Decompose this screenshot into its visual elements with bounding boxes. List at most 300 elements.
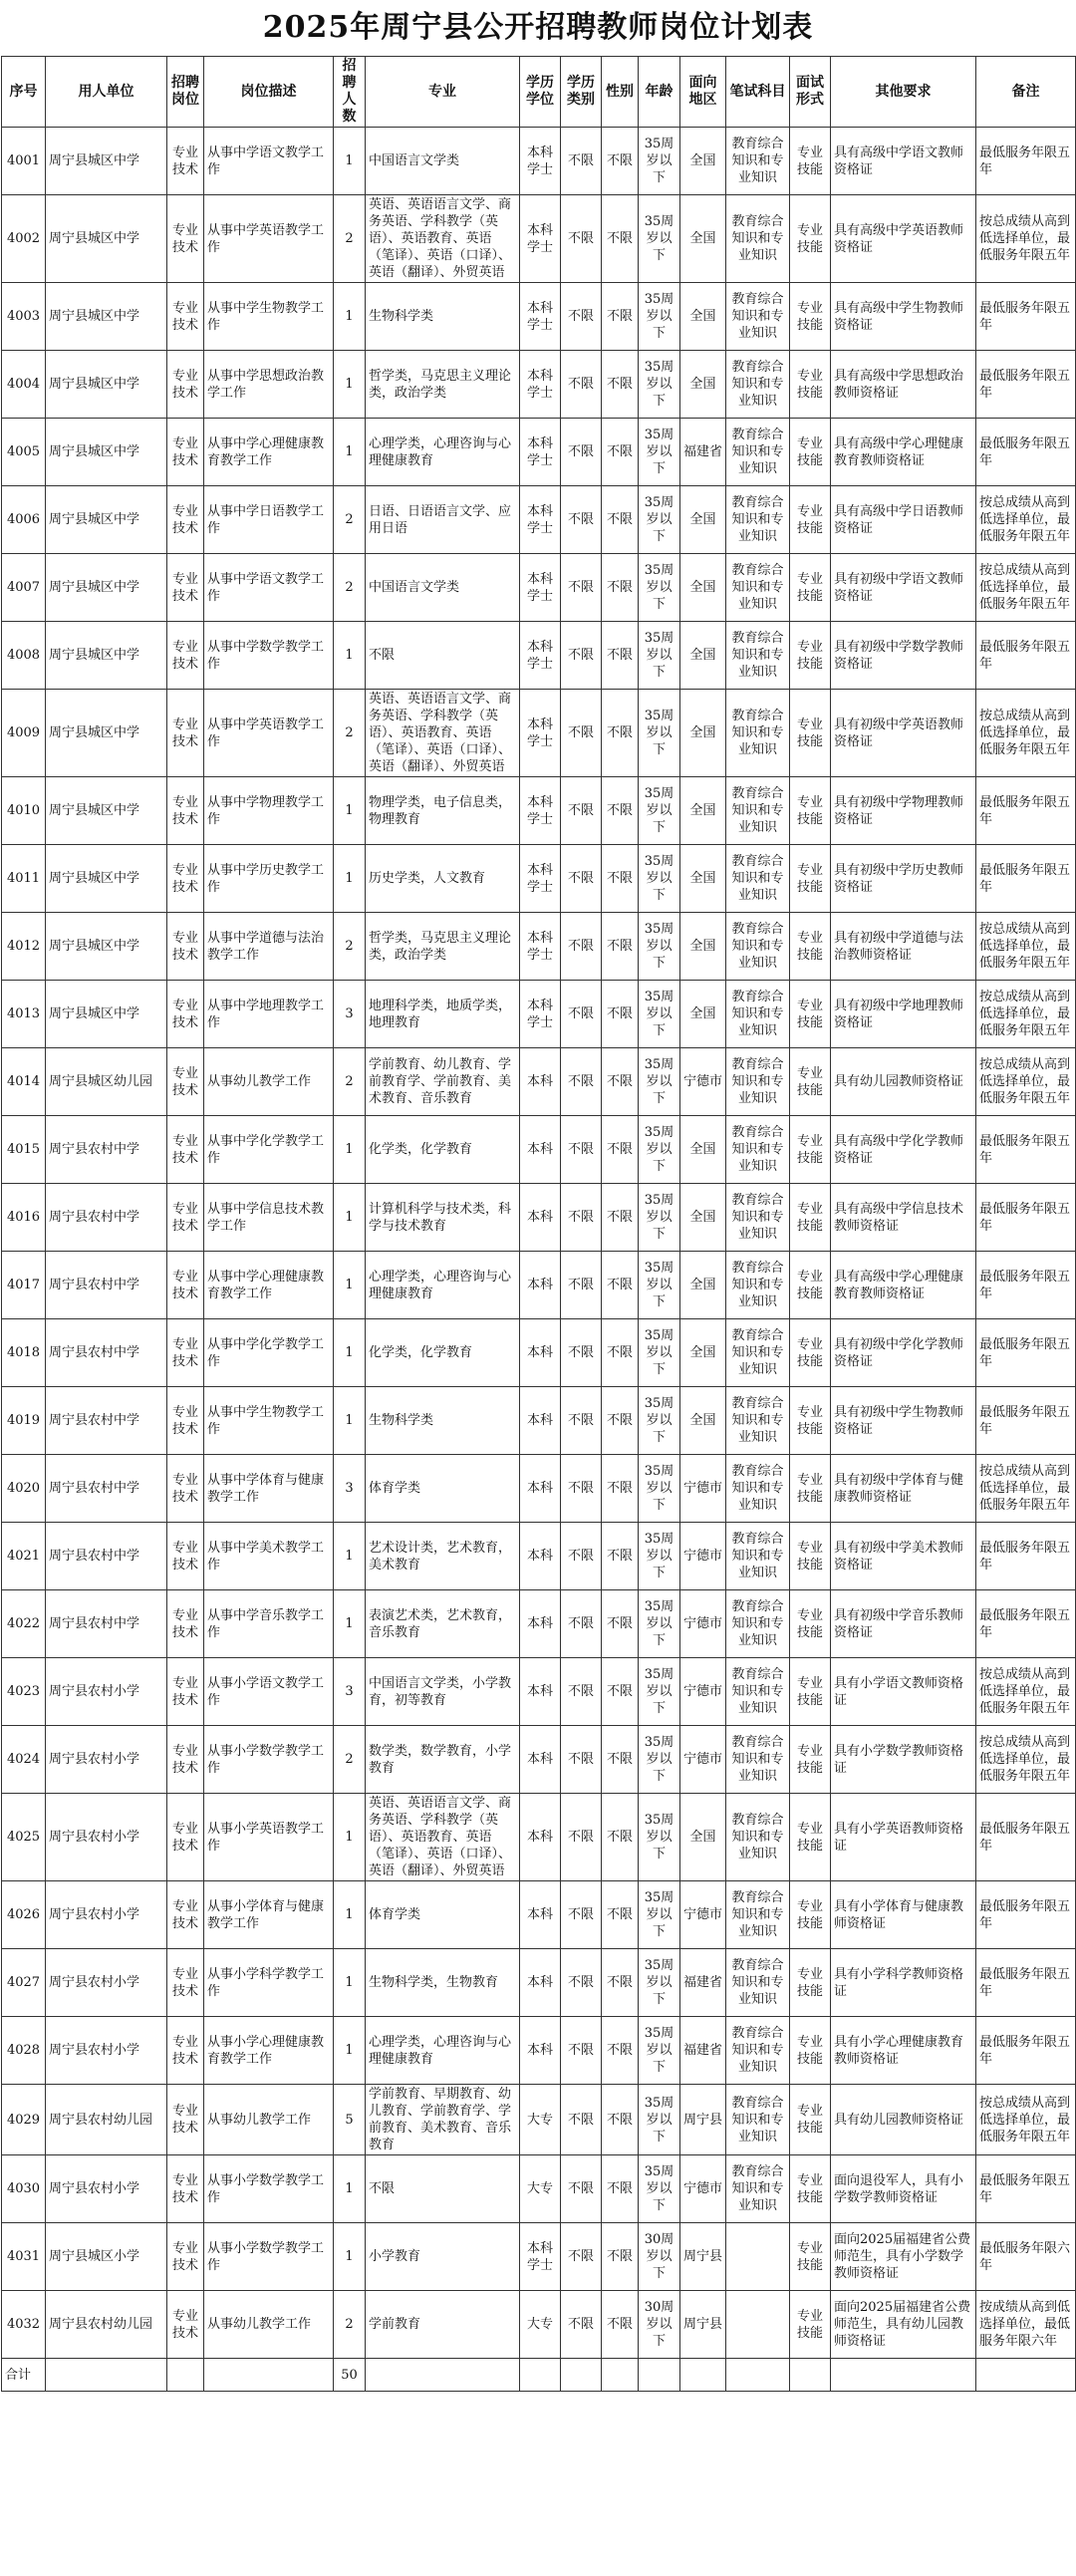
- post-type-cell: 专业技术: [167, 486, 204, 554]
- interview-cell: 专业技能: [790, 1523, 831, 1590]
- edu-type-cell: 不限: [561, 981, 602, 1048]
- age-cell: 35周岁以下: [639, 1794, 680, 1881]
- remark-cell: 最低服务年限六年: [976, 2223, 1076, 2291]
- exam-cell: 教育综合知识和专业知识: [726, 1184, 790, 1252]
- count-cell: 1: [334, 1252, 366, 1319]
- requirement-cell: 具有高级中学化学教师资格证: [831, 1116, 976, 1184]
- table-row: [2, 554, 1076, 622]
- exam-cell: 教育综合知识和专业知识: [726, 1949, 790, 2017]
- degree-cell: 本科学士: [520, 913, 561, 981]
- table-row: [2, 1252, 1076, 1319]
- degree-cell: 本科学士: [520, 845, 561, 913]
- remark-cell: 按总成绩从高到低选择单位，最低服务年限五年: [976, 913, 1076, 981]
- major-cell: 计算机科学与技术类，科学与技术教育: [366, 1184, 520, 1252]
- region-cell: 周宁县: [680, 2223, 726, 2291]
- degree-cell: 本科学士: [520, 351, 561, 419]
- count-cell: 1: [334, 1881, 366, 1949]
- region-cell: 宁德市: [680, 1881, 726, 1949]
- region-cell: 全国: [680, 351, 726, 419]
- post-type-cell: 专业技术: [167, 2085, 204, 2155]
- region-cell: 全国: [680, 913, 726, 981]
- major-cell: 生物科学类: [366, 283, 520, 351]
- description-cell: 从事中学英语教学工作: [204, 690, 334, 777]
- post-type-cell: 专业技术: [167, 351, 204, 419]
- major-cell: 英语、英语语言文学、商务英语、学科教学（英语）、英语教育、英语（笔译）、英语（口译）、英语（翻译）、外贸英语: [366, 195, 520, 283]
- description-cell: 从事中学体育与健康教学工作: [204, 1455, 334, 1523]
- table-row: [2, 2155, 1076, 2223]
- remark-cell: 最低服务年限五年: [976, 1252, 1076, 1319]
- age-cell: 35周岁以下: [639, 1455, 680, 1523]
- seq-cell: 4028: [2, 2017, 46, 2085]
- region-cell: 全国: [680, 845, 726, 913]
- table-row: [2, 2223, 1076, 2291]
- edu-type-cell: 不限: [561, 1794, 602, 1881]
- count-cell: 2: [334, 486, 366, 554]
- age-cell: 35周岁以下: [639, 777, 680, 845]
- remark-cell: 最低服务年限五年: [976, 2017, 1076, 2085]
- post-type-cell: 专业技术: [167, 1523, 204, 1590]
- edu-type-cell: 不限: [561, 1949, 602, 2017]
- region-cell: 宁德市: [680, 1658, 726, 1726]
- interview-cell: 专业技能: [790, 1881, 831, 1949]
- table-row: [2, 777, 1076, 845]
- description-cell: 从事中学数学教学工作: [204, 622, 334, 690]
- exam-cell: 教育综合知识和专业知识: [726, 1881, 790, 1949]
- edu-type-cell: 不限: [561, 195, 602, 283]
- seq-cell: 4022: [2, 1590, 46, 1658]
- seq-cell: 4027: [2, 1949, 46, 2017]
- degree-cell: 本科: [520, 1455, 561, 1523]
- requirement-cell: 具有初级中学体育与健康教师资格证: [831, 1455, 976, 1523]
- interview-cell: 专业技能: [790, 2017, 831, 2085]
- edu-type-cell: 不限: [561, 1881, 602, 1949]
- seq-cell: 4023: [2, 1658, 46, 1726]
- exam-cell: 教育综合知识和专业知识: [726, 1048, 790, 1116]
- requirement-cell: 具有初级中学物理教师资格证: [831, 777, 976, 845]
- gender-cell: 不限: [602, 1455, 639, 1523]
- seq-cell: 4008: [2, 622, 46, 690]
- interview-cell: 专业技能: [790, 1455, 831, 1523]
- description-cell: 从事中学道德与法治教学工作: [204, 913, 334, 981]
- description-cell: 从事小学英语教学工作: [204, 1794, 334, 1881]
- post-type-cell: 专业技术: [167, 1455, 204, 1523]
- exam-cell: 教育综合知识和专业知识: [726, 2085, 790, 2155]
- exam-cell: [726, 2291, 790, 2359]
- edu-type-cell: 不限: [561, 1319, 602, 1387]
- gender-cell: 不限: [602, 2085, 639, 2155]
- requirement-cell: 具有高级中学心理健康教育教师资格证: [831, 1252, 976, 1319]
- seq-cell: 4024: [2, 1726, 46, 1794]
- gender-cell: 不限: [602, 1794, 639, 1881]
- column-header: 笔试科目: [726, 57, 790, 128]
- seq-cell: 4021: [2, 1523, 46, 1590]
- age-cell: 35周岁以下: [639, 690, 680, 777]
- remark-cell: 最低服务年限五年: [976, 1387, 1076, 1455]
- major-cell: 数学类，数学教育，小学教育: [366, 1726, 520, 1794]
- count-cell: 2: [334, 2291, 366, 2359]
- age-cell: 35周岁以下: [639, 845, 680, 913]
- edu-type-cell: 不限: [561, 1048, 602, 1116]
- exam-cell: 教育综合知识和专业知识: [726, 351, 790, 419]
- requirement-cell: 具有幼儿园教师资格证: [831, 2085, 976, 2155]
- requirement-cell: 具有高级中学语文教师资格证: [831, 128, 976, 195]
- post-type-cell: 专业技术: [167, 1184, 204, 1252]
- post-type-cell: 专业技术: [167, 2155, 204, 2223]
- employer-cell: 周宁县农村小学: [46, 2017, 167, 2085]
- major-cell: 化学类，化学教育: [366, 1319, 520, 1387]
- description-cell: 从事小学数学教学工作: [204, 1726, 334, 1794]
- total-count: 50: [334, 2359, 366, 2392]
- description-cell: 从事中学生物教学工作: [204, 283, 334, 351]
- table-row: [2, 1048, 1076, 1116]
- requirement-cell: 面向2025届福建省公费师范生，具有幼儿园教师资格证: [831, 2291, 976, 2359]
- exam-cell: 教育综合知识和专业知识: [726, 1523, 790, 1590]
- gender-cell: 不限: [602, 981, 639, 1048]
- seq-cell: 4026: [2, 1881, 46, 1949]
- total-label: 合计: [2, 2359, 46, 2392]
- major-cell: 中国语言文学类: [366, 128, 520, 195]
- gender-cell: 不限: [602, 1387, 639, 1455]
- interview-cell: 专业技能: [790, 622, 831, 690]
- gender-cell: 不限: [602, 2017, 639, 2085]
- interview-cell: 专业技能: [790, 2155, 831, 2223]
- exam-cell: 教育综合知识和专业知识: [726, 777, 790, 845]
- empty-cell: [790, 2359, 831, 2392]
- post-type-cell: 专业技术: [167, 2291, 204, 2359]
- remark-cell: 最低服务年限五年: [976, 845, 1076, 913]
- gender-cell: 不限: [602, 913, 639, 981]
- major-cell: 心理学类，心理咨询与心理健康教育: [366, 419, 520, 486]
- count-cell: 2: [334, 554, 366, 622]
- exam-cell: 教育综合知识和专业知识: [726, 1658, 790, 1726]
- major-cell: 心理学类，心理咨询与心理健康教育: [366, 2017, 520, 2085]
- requirement-cell: 具有初级中学数学教师资格证: [831, 622, 976, 690]
- count-cell: 1: [334, 1387, 366, 1455]
- major-cell: 英语、英语语言文学、商务英语、学科教学（英语）、英语教育、英语（笔译）、英语（口译）、英语（翻译）、外贸英语: [366, 1794, 520, 1881]
- edu-type-cell: 不限: [561, 2085, 602, 2155]
- edu-type-cell: 不限: [561, 2291, 602, 2359]
- seq-cell: 4025: [2, 1794, 46, 1881]
- major-cell: 哲学类，马克思主义理论类，政治学类: [366, 913, 520, 981]
- age-cell: 35周岁以下: [639, 981, 680, 1048]
- requirement-cell: 具有初级中学地理教师资格证: [831, 981, 976, 1048]
- table-row: [2, 1319, 1076, 1387]
- age-cell: 35周岁以下: [639, 913, 680, 981]
- remark-cell: 最低服务年限五年: [976, 351, 1076, 419]
- degree-cell: 本科: [520, 1949, 561, 2017]
- age-cell: 35周岁以下: [639, 128, 680, 195]
- employer-cell: 周宁县农村幼儿园: [46, 2291, 167, 2359]
- gender-cell: 不限: [602, 1658, 639, 1726]
- table-row: [2, 1184, 1076, 1252]
- region-cell: 全国: [680, 283, 726, 351]
- edu-type-cell: 不限: [561, 1658, 602, 1726]
- post-type-cell: 专业技术: [167, 690, 204, 777]
- remark-cell: 按总成绩从高到低选择单位，最低服务年限五年: [976, 195, 1076, 283]
- major-cell: 地理科学类，地质学类，地理教育: [366, 981, 520, 1048]
- edu-type-cell: 不限: [561, 1726, 602, 1794]
- table-row: [2, 1116, 1076, 1184]
- empty-cell: [976, 2359, 1076, 2392]
- degree-cell: 大专: [520, 2155, 561, 2223]
- table-row: [2, 913, 1076, 981]
- table-row: [2, 2017, 1076, 2085]
- remark-cell: 最低服务年限五年: [976, 1523, 1076, 1590]
- region-cell: 全国: [680, 1319, 726, 1387]
- table-row: [2, 351, 1076, 419]
- empty-cell: [204, 2359, 334, 2392]
- count-cell: 1: [334, 845, 366, 913]
- seq-cell: 4029: [2, 2085, 46, 2155]
- table-row: [2, 690, 1076, 777]
- employer-cell: 周宁县农村小学: [46, 1881, 167, 1949]
- employer-cell: 周宁县城区中学: [46, 845, 167, 913]
- interview-cell: 专业技能: [790, 1590, 831, 1658]
- edu-type-cell: 不限: [561, 351, 602, 419]
- count-cell: 2: [334, 1048, 366, 1116]
- empty-cell: [167, 2359, 204, 2392]
- recruitment-table: [1, 56, 1076, 2392]
- count-cell: 1: [334, 1319, 366, 1387]
- column-header: 序号: [2, 57, 46, 128]
- degree-cell: 本科学士: [520, 419, 561, 486]
- remark-cell: 按总成绩从高到低选择单位，最低服务年限五年: [976, 1455, 1076, 1523]
- degree-cell: 本科: [520, 1794, 561, 1881]
- description-cell: 从事中学心理健康教育教学工作: [204, 419, 334, 486]
- degree-cell: 本科: [520, 1881, 561, 1949]
- empty-cell: [46, 2359, 167, 2392]
- table-row: [2, 1794, 1076, 1881]
- post-type-cell: 专业技术: [167, 1116, 204, 1184]
- column-header: 用人单位: [46, 57, 167, 128]
- post-type-cell: 专业技术: [167, 1319, 204, 1387]
- requirement-cell: 具有初级中学生物教师资格证: [831, 1387, 976, 1455]
- gender-cell: 不限: [602, 622, 639, 690]
- employer-cell: 周宁县城区中学: [46, 554, 167, 622]
- page-title: 2025年周宁县公开招聘教师岗位计划表: [262, 10, 814, 45]
- count-cell: 1: [334, 1184, 366, 1252]
- employer-cell: 周宁县城区中学: [46, 981, 167, 1048]
- interview-cell: 专业技能: [790, 1184, 831, 1252]
- remark-cell: 按总成绩从高到低选择单位，最低服务年限五年: [976, 1726, 1076, 1794]
- interview-cell: 专业技能: [790, 1794, 831, 1881]
- gender-cell: 不限: [602, 2291, 639, 2359]
- interview-cell: 专业技能: [790, 419, 831, 486]
- exam-cell: 教育综合知识和专业知识: [726, 1252, 790, 1319]
- seq-cell: 4010: [2, 777, 46, 845]
- employer-cell: 周宁县农村中学: [46, 1590, 167, 1658]
- column-header: 性别: [602, 57, 639, 128]
- edu-type-cell: 不限: [561, 913, 602, 981]
- post-type-cell: 专业技术: [167, 419, 204, 486]
- region-cell: 宁德市: [680, 1048, 726, 1116]
- degree-cell: 本科学士: [520, 283, 561, 351]
- edu-type-cell: 不限: [561, 2223, 602, 2291]
- requirement-cell: 面向退役军人，具有小学数学教师资格证: [831, 2155, 976, 2223]
- gender-cell: 不限: [602, 419, 639, 486]
- seq-cell: 4005: [2, 419, 46, 486]
- post-type-cell: 专业技术: [167, 128, 204, 195]
- degree-cell: 本科: [520, 1184, 561, 1252]
- region-cell: 全国: [680, 622, 726, 690]
- edu-type-cell: 不限: [561, 1590, 602, 1658]
- seq-cell: 4018: [2, 1319, 46, 1387]
- major-cell: 生物科学类: [366, 1387, 520, 1455]
- region-cell: 全国: [680, 1116, 726, 1184]
- major-cell: 生物科学类，生物教育: [366, 1949, 520, 2017]
- description-cell: 从事小学体育与健康教学工作: [204, 1881, 334, 1949]
- seq-cell: 4014: [2, 1048, 46, 1116]
- degree-cell: 本科学士: [520, 486, 561, 554]
- edu-type-cell: 不限: [561, 1523, 602, 1590]
- exam-cell: 教育综合知识和专业知识: [726, 981, 790, 1048]
- remark-cell: 最低服务年限五年: [976, 622, 1076, 690]
- exam-cell: 教育综合知识和专业知识: [726, 1387, 790, 1455]
- region-cell: 全国: [680, 128, 726, 195]
- degree-cell: 本科: [520, 2017, 561, 2085]
- seq-cell: 4002: [2, 195, 46, 283]
- count-cell: 1: [334, 1794, 366, 1881]
- table-row: [2, 1523, 1076, 1590]
- degree-cell: 大专: [520, 2085, 561, 2155]
- employer-cell: 周宁县农村中学: [46, 1319, 167, 1387]
- description-cell: 从事中学地理教学工作: [204, 981, 334, 1048]
- requirement-cell: 具有小学科学教师资格证: [831, 1949, 976, 2017]
- description-cell: 从事中学美术教学工作: [204, 1523, 334, 1590]
- employer-cell: 周宁县城区中学: [46, 622, 167, 690]
- interview-cell: 专业技能: [790, 128, 831, 195]
- interview-cell: 专业技能: [790, 1048, 831, 1116]
- seq-cell: 4017: [2, 1252, 46, 1319]
- degree-cell: 本科: [520, 1387, 561, 1455]
- count-cell: 1: [334, 1523, 366, 1590]
- remark-cell: 按总成绩从高到低选择单位，最低服务年限五年: [976, 1658, 1076, 1726]
- seq-cell: 4032: [2, 2291, 46, 2359]
- empty-cell: [366, 2359, 520, 2392]
- remark-cell: 最低服务年限五年: [976, 1794, 1076, 1881]
- table-row: [2, 2291, 1076, 2359]
- gender-cell: 不限: [602, 1590, 639, 1658]
- major-cell: 学前教育、早期教育、幼儿教育、学前教育学、学前教育、美术教育、音乐教育: [366, 2085, 520, 2155]
- major-cell: 表演艺术类，艺术教育，音乐教育: [366, 1590, 520, 1658]
- edu-type-cell: 不限: [561, 419, 602, 486]
- seq-cell: 4012: [2, 913, 46, 981]
- region-cell: 全国: [680, 554, 726, 622]
- age-cell: 35周岁以下: [639, 419, 680, 486]
- count-cell: 1: [334, 777, 366, 845]
- exam-cell: 教育综合知识和专业知识: [726, 128, 790, 195]
- employer-cell: 周宁县城区中学: [46, 128, 167, 195]
- remark-cell: 最低服务年限五年: [976, 1116, 1076, 1184]
- major-cell: 体育学类: [366, 1455, 520, 1523]
- remark-cell: 按总成绩从高到低选择单位，最低服务年限五年: [976, 1048, 1076, 1116]
- region-cell: 全国: [680, 1184, 726, 1252]
- edu-type-cell: 不限: [561, 554, 602, 622]
- gender-cell: 不限: [602, 690, 639, 777]
- interview-cell: 专业技能: [790, 195, 831, 283]
- interview-cell: 专业技能: [790, 913, 831, 981]
- exam-cell: [726, 2223, 790, 2291]
- table-row: [2, 1658, 1076, 1726]
- degree-cell: 本科: [520, 1116, 561, 1184]
- table-row: [2, 1881, 1076, 1949]
- exam-cell: 教育综合知识和专业知识: [726, 913, 790, 981]
- gender-cell: 不限: [602, 1881, 639, 1949]
- region-cell: 福建省: [680, 419, 726, 486]
- remark-cell: 最低服务年限五年: [976, 1949, 1076, 2017]
- column-header: 岗位描述: [204, 57, 334, 128]
- table-row: [2, 419, 1076, 486]
- table-row: [2, 2085, 1076, 2155]
- age-cell: 35周岁以下: [639, 1184, 680, 1252]
- description-cell: 从事中学日语教学工作: [204, 486, 334, 554]
- gender-cell: 不限: [602, 486, 639, 554]
- post-type-cell: 专业技术: [167, 981, 204, 1048]
- edu-type-cell: 不限: [561, 283, 602, 351]
- description-cell: 从事中学英语教学工作: [204, 195, 334, 283]
- degree-cell: 本科学士: [520, 777, 561, 845]
- degree-cell: 本科学士: [520, 554, 561, 622]
- table-row: [2, 1387, 1076, 1455]
- seq-cell: 4030: [2, 2155, 46, 2223]
- region-cell: 全国: [680, 690, 726, 777]
- major-cell: 英语、英语语言文学、商务英语、学科教学（英语）、英语教育、英语（笔译）、英语（口译）、英语（翻译）、外贸英语: [366, 690, 520, 777]
- age-cell: 35周岁以下: [639, 1319, 680, 1387]
- edu-type-cell: 不限: [561, 1455, 602, 1523]
- remark-cell: 最低服务年限五年: [976, 1184, 1076, 1252]
- post-type-cell: 专业技术: [167, 1726, 204, 1794]
- exam-cell: 教育综合知识和专业知识: [726, 1794, 790, 1881]
- age-cell: 35周岁以下: [639, 2017, 680, 2085]
- employer-cell: 周宁县城区中学: [46, 351, 167, 419]
- count-cell: 2: [334, 913, 366, 981]
- interview-cell: 专业技能: [790, 690, 831, 777]
- interview-cell: 专业技能: [790, 2085, 831, 2155]
- seq-cell: 4003: [2, 283, 46, 351]
- edu-type-cell: 不限: [561, 777, 602, 845]
- employer-cell: 周宁县城区小学: [46, 2223, 167, 2291]
- remark-cell: 按总成绩从高到低选择单位，最低服务年限五年: [976, 2085, 1076, 2155]
- region-cell: 周宁县: [680, 2291, 726, 2359]
- employer-cell: 周宁县城区中学: [46, 690, 167, 777]
- table-row: [2, 981, 1076, 1048]
- count-cell: 1: [334, 622, 366, 690]
- post-type-cell: 专业技术: [167, 283, 204, 351]
- region-cell: 全国: [680, 981, 726, 1048]
- interview-cell: 专业技能: [790, 351, 831, 419]
- region-cell: 宁德市: [680, 2155, 726, 2223]
- remark-cell: 最低服务年限五年: [976, 128, 1076, 195]
- column-header: 面试形式: [790, 57, 831, 128]
- count-cell: 1: [334, 2155, 366, 2223]
- employer-cell: 周宁县农村小学: [46, 1794, 167, 1881]
- empty-cell: [520, 2359, 561, 2392]
- seq-cell: 4013: [2, 981, 46, 1048]
- requirement-cell: 具有高级中学生物教师资格证: [831, 283, 976, 351]
- degree-cell: 本科: [520, 1319, 561, 1387]
- seq-cell: 4007: [2, 554, 46, 622]
- remark-cell: 最低服务年限五年: [976, 2155, 1076, 2223]
- employer-cell: 周宁县农村中学: [46, 1455, 167, 1523]
- requirement-cell: 具有初级中学历史教师资格证: [831, 845, 976, 913]
- age-cell: 35周岁以下: [639, 351, 680, 419]
- employer-cell: 周宁县农村中学: [46, 1387, 167, 1455]
- column-header: 学历学位: [520, 57, 561, 128]
- post-type-cell: 专业技术: [167, 1794, 204, 1881]
- requirement-cell: 具有初级中学音乐教师资格证: [831, 1590, 976, 1658]
- seq-cell: 4031: [2, 2223, 46, 2291]
- description-cell: 从事中学思想政治教学工作: [204, 351, 334, 419]
